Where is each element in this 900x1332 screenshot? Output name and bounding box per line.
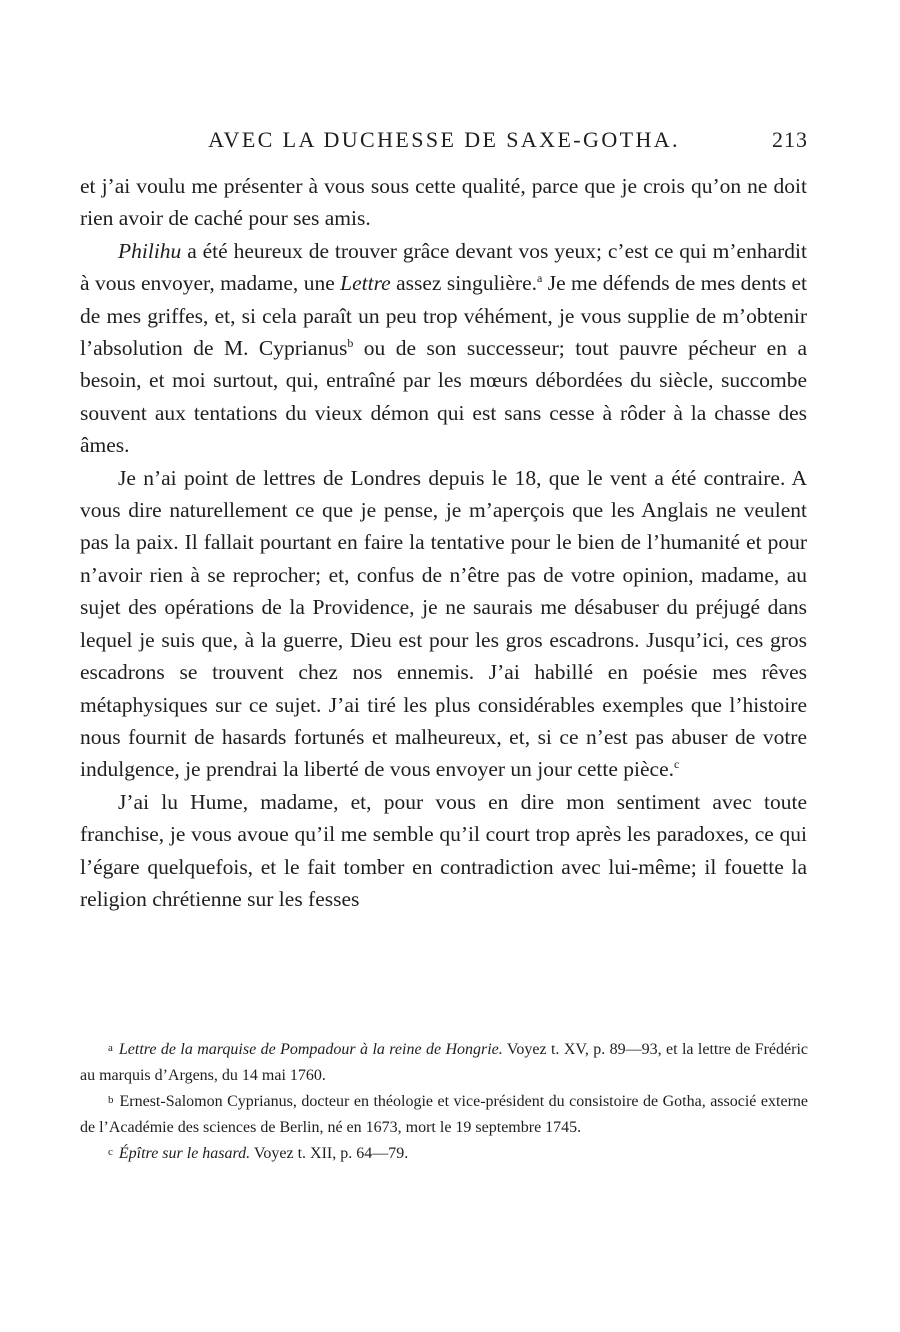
paragraph-1 — [80, 170, 807, 235]
footnotes — [80, 1036, 808, 1167]
footnote-b-mark: b — [108, 1094, 114, 1106]
note-ref-b[interactable]: b — [347, 336, 354, 351]
paragraph-3-text: Je n’ai point de lettres de Londres depuis le 18, que le vent a été contraire. A vous dire naturellement ce que je pense, je m’aperçois que les Anglais ne veulent pas la paix. Il fallait pourtant en faire la tentative pour le bien de l’humanité et pour n’avoir rien à se reprocher; et, confus de n’être pas de votre opinion, madame, au sujet des opérations de la Providence, je ne saurais me désabuser du préjugé dans lequel je suis que, à la guerre, Dieu est pour les gros escadrons. Jusqu’ici, ces gros escadrons se trouvent chez nos ennemis. J’ai habillé en poésie mes rêves métaphysiques sur ce sujet. J’ai tiré les plus considérables exemples que l’histoire nous fournit de hasards fortunés et malheureux, et, si ce n’est pas abuser de votre indulgence, je prendrai la liberté de vous envoyer un jour cette pièce. — [80, 465, 807, 782]
note-ref-a[interactable]: a — [537, 271, 543, 286]
footnote-c-title: Épître sur le hasard. — [118, 1145, 251, 1162]
paragraph-2 — [80, 235, 807, 462]
footnote-c — [80, 1140, 808, 1167]
paragraph-2-text-a: a été heureux de trouver grâce devant vos yeux; c’est ce qui m’enhardit à vous envoyer, madame, une — [80, 238, 807, 296]
paragraph-4 — [80, 786, 807, 916]
paragraph-1-text: et j’ai voulu me présenter à vous sous cette qualité, parce que je crois qu’on ne doit rien avoir de caché pour ses amis. — [80, 174, 807, 231]
footnote-c-text: Voyez t. XII, p. 64—79. — [250, 1145, 409, 1162]
philihu-title: Philihu — [118, 238, 182, 263]
page-number: 213 — [772, 127, 808, 152]
footnote-a-text: Voyez t. XV, p. 89—93, et la lettre de Frédéric au marquis d’Argens, du 14 mai 1760. — [80, 1041, 808, 1084]
footnote-c-mark: c — [108, 1146, 113, 1158]
lettre-title: Lettre — [340, 271, 391, 296]
paragraph-2-text-b: assez singulière. — [390, 271, 538, 296]
footnote-b — [80, 1088, 808, 1140]
footnote-a — [80, 1036, 808, 1088]
running-head: AVEC LA DUCHESSE DE SAXE-GOTHA. — [208, 127, 680, 152]
footnote-a-title: Lettre de la marquise de Pompadour à la reine de Hongrie. — [118, 1041, 503, 1058]
page-header — [80, 124, 808, 156]
footnote-a-mark: a — [108, 1042, 113, 1054]
note-ref-c[interactable]: c — [674, 757, 680, 772]
paragraph-3 — [80, 462, 807, 786]
main-text — [80, 170, 807, 915]
footnote-b-text: Ernest-Salomon Cyprianus, docteur en théologie et vice-président du consistoire de Gotha, associé externe de l’Académie des sciences de Berlin, né en 1673, mort le 19 septembre 1745. — [80, 1093, 808, 1136]
paragraph-4-text: J’ai lu Hume, madame, et, pour vous en dire mon sentiment avec toute franchise, je vous avoue qu’il me semble qu’il court trop après les paradoxes, ce qui l’égare quelquefois, et le fait tomber en contradiction avec lui-même; il fouette la religion chrétienne sur les fesses — [80, 789, 807, 911]
paragraph-2-text-d: ou de son successeur; tout pauvre pécheur en a besoin, et moi surtout, qui, entraîné par les mœurs débordées du siècle, succombe souvent aux tentations du vieux démon qui est sans cesse à rôder à la chasse des âmes. — [80, 336, 807, 458]
paragraph-2-text-c: Je me défends de mes dents et de mes griffes, et, si cela paraît un peu trop véhément, je vous supplie de m’obtenir l’absolution de M. Cyprianus — [80, 271, 807, 361]
